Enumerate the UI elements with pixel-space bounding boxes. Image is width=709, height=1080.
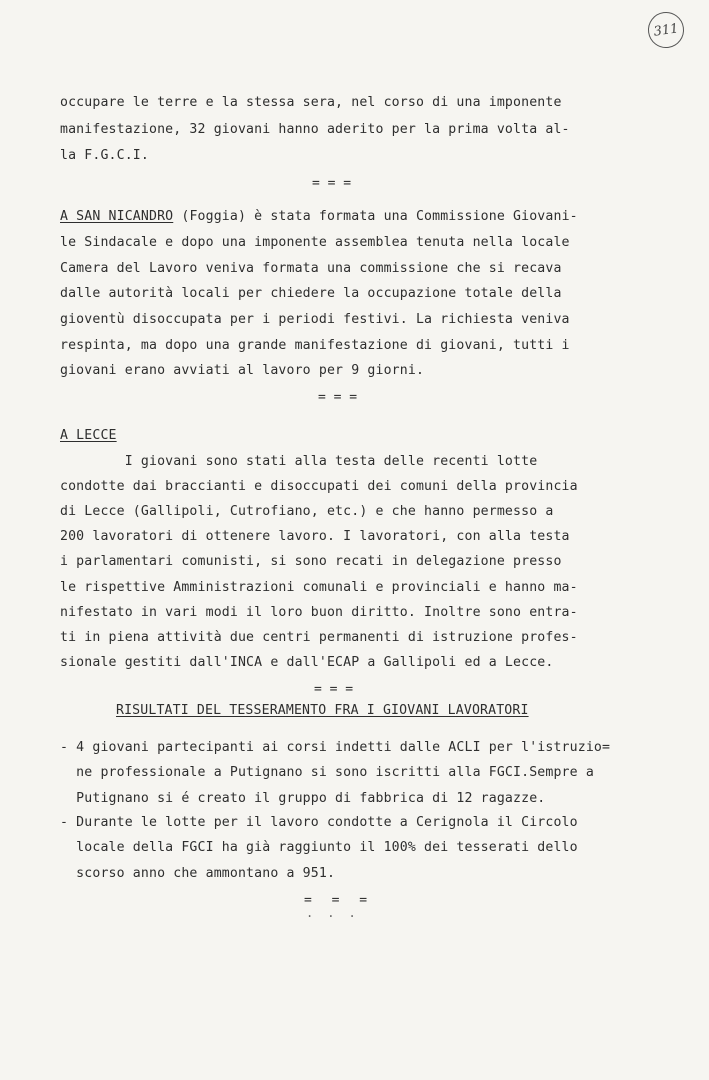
san-nicandro-line-3: Camera del Lavoro veniva formata una commissione che si recava (60, 261, 562, 276)
san-nicandro-line-1-text: (Foggia) è stata formata una Commissione Giovani- (173, 209, 578, 224)
risultati-line-3: Putignano si é creato il gruppo di fabbrica di 12 ragazze. (60, 791, 546, 806)
lecce-line-6: le rispettive Amministrazioni comunali e provinciali e hanno ma- (60, 580, 578, 595)
section-separator: = = = (304, 893, 374, 908)
lecce-line-2: condotte dai braccianti e disoccupati dei comuni della provincia (60, 479, 578, 494)
san-nicandro-line-1 (60, 209, 578, 225)
san-nicandro-line-7: giovani erano avviati al lavoro per 9 giorni. (60, 363, 425, 378)
lecce-line-4: 200 lavoratori di ottenere lavoro. I lavoratori, con alla testa (60, 529, 570, 544)
risultati-line-1: - 4 giovani partecipanti ai corsi indetti dalle ACLI per l'istruzio= (60, 740, 611, 755)
risultati-line-6: scorso anno che ammontano a 951. (60, 866, 336, 881)
san-nicandro-line-6: respinta, ma dopo una grande manifestazione di giovani, tutti i (60, 338, 570, 353)
paragraph-1-line-2: manifestazione, 32 giovani hanno aderito per la prima volta al- (60, 122, 570, 137)
page-number-stamp: 311 (646, 10, 687, 51)
section-separator: = = = (318, 390, 358, 405)
san-nicandro-line-5: gioventù disoccupata per i periodi festivi. La richiesta veniva (60, 312, 570, 327)
risultati-line-4: - Durante le lotte per il lavoro condotte a Cerignola il Circolo (60, 815, 578, 830)
risultati-line-5: locale della FGCI ha già raggiunto il 100% dei tesserati dello (60, 840, 578, 855)
lecce-line-8: ti in piena attività due centri permanenti di istruzione profes- (60, 630, 578, 645)
lecce-line-5: i parlamentari comunisti, si sono recati in delegazione presso (60, 554, 562, 569)
san-nicandro-heading: A SAN NICANDRO (60, 209, 174, 224)
lecce-line-1: I giovani sono stati alla testa delle recenti lotte (60, 454, 538, 469)
section-separator: = = = (312, 176, 352, 191)
risultati-line-2: ne professionale a Putignano si sono iscritti alla FGCI.Sempre a (60, 765, 594, 780)
lecce-heading: A LECCE (60, 428, 117, 443)
section-separator: = = = (314, 682, 354, 697)
risultati-heading: RISULTATI DEL TESSERAMENTO FRA I GIOVANI LAVORATORI (116, 703, 529, 718)
lecce-line-3: di Lecce (Gallipoli, Cutrofiano, etc.) e che hanno permesso a (60, 504, 554, 519)
decorative-dots: ... (306, 906, 370, 920)
paragraph-1-line-3: la F.G.C.I. (60, 148, 149, 163)
lecce-line-7: nifestato in vari modi il loro buon diritto. Inoltre sono entra- (60, 605, 578, 620)
lecce-line-9: sionale gestiti dall'INCA e dall'ECAP a Gallipoli ed a Lecce. (60, 655, 554, 670)
san-nicandro-line-4: dalle autorità locali per chiedere la occupazione totale della (60, 286, 562, 301)
san-nicandro-line-2: le Sindacale e dopo una imponente assemblea tenuta nella locale (60, 235, 570, 250)
paragraph-1-line-1: occupare le terre e la stessa sera, nel corso di una imponente (60, 95, 562, 110)
